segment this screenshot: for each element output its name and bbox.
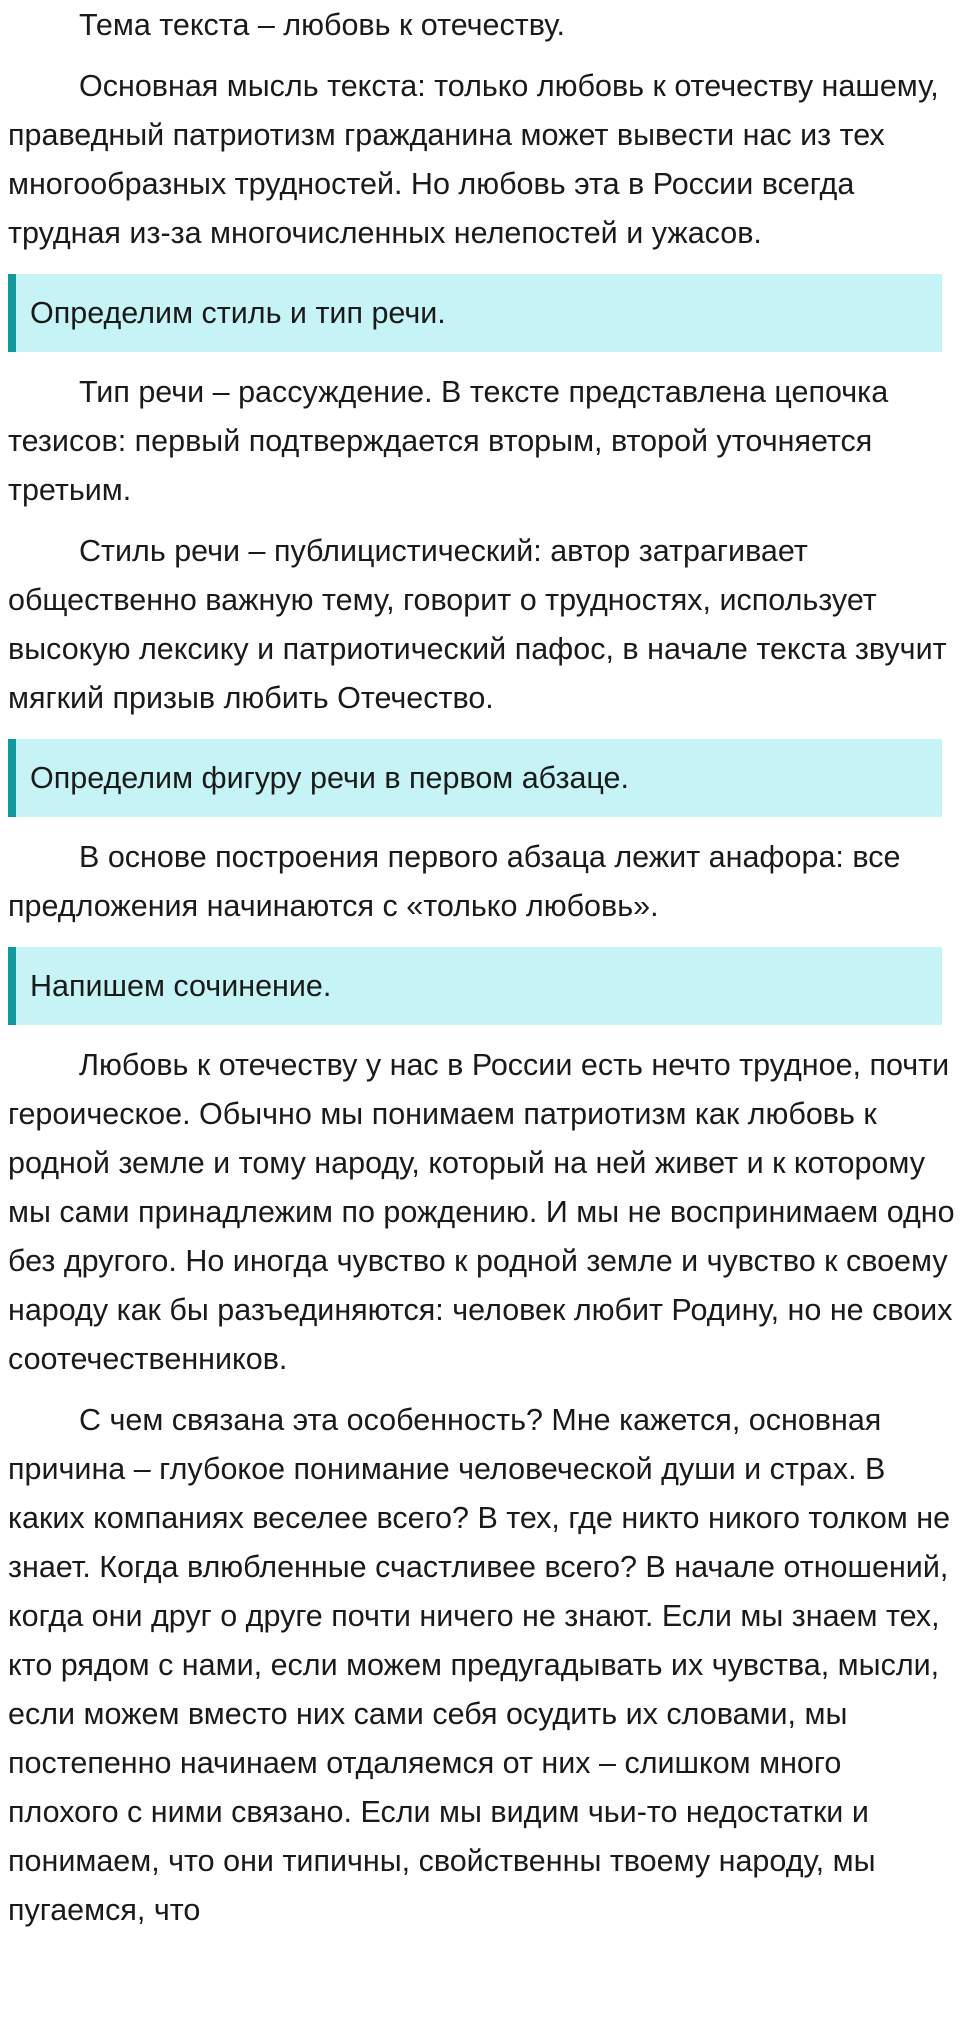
text-anaphora: В основе построения первого абзаца лежит анафора: все предложения начинаются с «только любовь». (8, 840, 901, 923)
text-main-idea: Основная мысль текста: только любовь к отечеству нашему, праведный патриотизм гражданина может вывести нас из тех многообразных трудностей. Но любовь эта в России всегда трудная из-за многочисленных нелепостей и ужасов. (8, 69, 939, 250)
document-page (0, 1, 960, 1935)
text-topic: Тема текста – любовь к отечеству. (79, 8, 565, 42)
text-speech-style: Стиль речи – публицистический: автор затрагивает общественно важную тему, говорит о трудностях, использует высокую лексику и патриотический пафос, в начале текста звучит мягкий призыв любить Отечество. (8, 534, 947, 715)
section-heading-figure: Определим фигуру речи в первом абзаце. (8, 739, 942, 817)
section-heading-essay: Напишем сочинение. (8, 947, 942, 1025)
essay-paragraph-1: Любовь к отечеству у нас в России есть нечто трудное, почти героическое. Обычно мы понимаем патриотизм как любовь к родной земле и тому народу, который на ней живет и к которому мы сами принадлежим по рождению. И мы не воспринимаем одно без другого. Но иногда чувство к родной земле и чувство к своему народу как бы разъединяются: человек любит Родину, но не своих соотечественников. (8, 1048, 955, 1376)
essay-paragraph-2: С чем связана эта особенность? Мне кажется, основная причина – глубокое понимание человеческой души и страх. В каких компаниях веселее всего? В тех, где никто никого толком не знает. Когда влюбленные счастливее всего? В начале отношений, когда они друг о друге почти ничего не знают. Если мы знаем тех, кто рядом с нами, если можем предугадывать их чувства, мысли, если можем вместо них сами себя осудить их словами, мы постепенно начинаем отдаляемся от них – слишком много плохого с ними связано. Если мы видим чьи-то недостатки и понимаем, что они типичны, свойственны твоему народу, мы пугаемся, что (8, 1403, 951, 1927)
section-heading-style: Определим стиль и тип речи. (8, 274, 942, 352)
text-speech-type: Тип речи – рассуждение. В тексте представлена цепочка тезисов: первый подтверждается вторым, второй уточняется третьим. (8, 375, 889, 507)
